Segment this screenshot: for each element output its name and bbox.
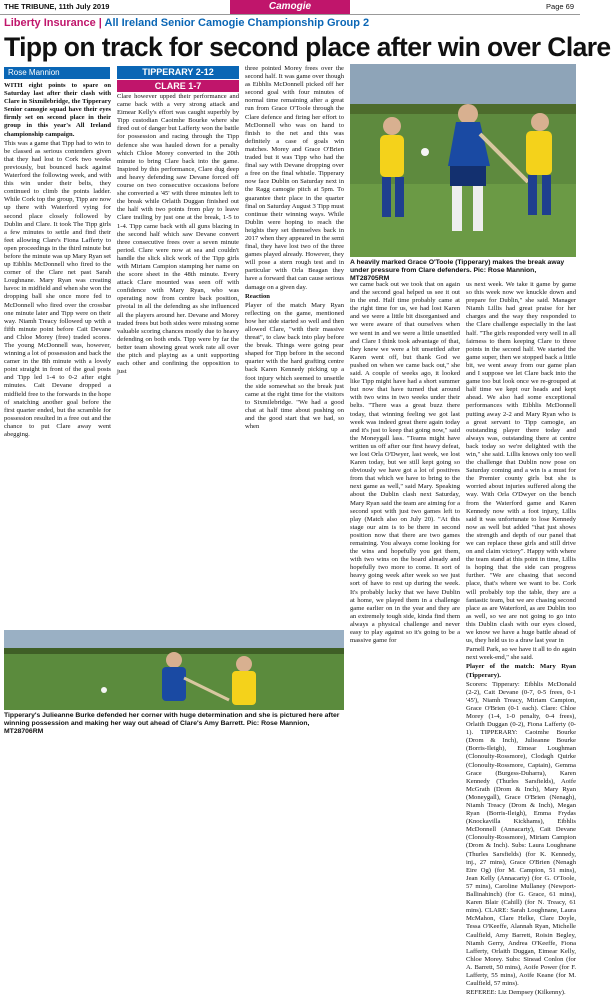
photo-1-caption: A heavily marked Grace O'Toole (Tipperary) makes the break away under pressure from Clare defenders. Pic: Rose Mannion, MT28705RM	[350, 259, 565, 283]
headline: Tipp on track for second place after win over Clare	[4, 32, 611, 62]
section-label: Camogie	[230, 0, 350, 14]
scorers-list: Scorers: Tipperary: Eibhlis McDonald (2-2), Cait Devane (0-7, 0-5 frees, 0-1 '45'), Niamh Treacy, Miriam Campion, Grace O'Brien (0-1 each). Clare: Chloe Morey (1-4, 1-0 penalty, 0-4 frees), Orlaith Duggan (0-2), Fiona Lafferty (0-1). TIPPERARY: Caoimhe Bourke (Drom & Inch), Julieanne Bourke (Borris-Ileigh), Eimear Loughman (Clonoulty-Rossmore), Clodagh Quirke (Clonoulty-Rossmore, Captain), Gemma Grace (Burgess-Duharra), Karen Kennedy (Thurles Sarsfields), Aoife McGrath (Drom & Inch), Mary Ryan (Moneygall), Grace O'Brien (Nenagh), Niamh Treacy (Drom & Inch), Megan Ryan (Borris-Ileigh), Emma Frydas (Knockavilla Kickhams), Eibhlis McDonnell (Annacarty), Cait Devane (Clonoulty-Rossmore), Miriam Campion (Drom & Inch). Subs: Laura Loughnane (Thurles Sarsfields) (for K. Kennedy, inj., 27 mins), Grace O'Brien (Nenagh Eire Og) (for M. Campion, 51 mins), Jean Kelly (Annacarty) (for G. O'Toole, 57 mins), Caroline Mullaney (Newport-Ballinahinch) (for G. Grace, 61 mins), Karen Blair (Cahill) (for N. Treacy, 61 mins). CLARE: Sarah Loughnane, Laura McMahon, Clare Helke, Clare Doyle, Tessa O'Keeffe, Alannah Ryan, Michelle Caulfield, Amy Barrett, Roisin Begley, Niamh Gerry, Andrea O'Keeffe, Fiona Lafferty, Orlaith Duggan, Eimear Kelly, Chloe Morey. Subs: Sinead Conlon (for A. Barrett, 50 mins), Aoife Power (for F. Lafferty, 55 mins), Aoife Keane (for M. Caulfield, 57 mins).	[466, 680, 576, 988]
article-col-1	[4, 82, 111, 626]
match-photo-2-image	[4, 630, 344, 710]
byline: Rose Mannion	[4, 67, 110, 79]
article-col-3	[245, 65, 344, 626]
article-col-4	[350, 281, 460, 645]
kicker	[4, 17, 369, 29]
score-clare: CLARE 1-7	[117, 80, 239, 92]
score-box	[117, 66, 239, 92]
article-text: Parnell Park, so we have it all to do again next week-end," she said.	[466, 646, 576, 662]
article-lead: WITH eight points to spare on Saturday last after their clash with Clare in Sixmilebridge, the Tipperary Senior camogie squad have their eyes firmly set on second place in their group in this year's All Ireland championship campaign.	[4, 82, 111, 138]
competition-label: All Ireland Senior Camogie Championship Group 2	[104, 17, 370, 29]
kicker-separator: |	[98, 17, 102, 29]
article-col-2	[117, 93, 239, 626]
article-text: three pointed Morey frees over the second half. It was game over though as Eibhlis McDonnell picked off her second goal with four minutes of normal time remaining after a great run from Grace O'Toole through the Clare defence and firing her effort to McDonnell who was on hand to finish to the net and this was definitely a case of goals win matches. Morey and Grace O'Brien traded but it was Tipp who had the final say with Devane dropping over a free on the final whistle. Tipperary now face Dublin on Saturday next in the Ragg camogie pitch at 5pm. To guarantee their place in the quarter final on Saturday August 3 Tipp must continue their winning ways. While Dublin were hoping to reach the heights they set themselves back in 2017 when they appeared in the semi final, they have lost two of the three games played already. However, they will pose a stern rough test and in particular with Orla Beagan they have a forward that can cause serious damage on a given day.	[245, 65, 344, 291]
article-text: us next week. We take it game by game so this week now we knuckle down and prepare for Dublin," she said. Manager Niamh Lillis had great praise for her charges and the way they responded to the Clare challenge especially in the last half. "The girls responded very well in all fairness to them keeping Clare to three points in the second half. We started the game super, then we stopped back a little bit, we went away from our game plan and I suppose we let Clare back into the game too but look once we re-grouped at half time we kept our heads and kept ahead. We also had some exceptional performances with Eibhlis McDonnell putting away 2-2 and Mary Ryan who is a great servant to Tipp camogie, an outstanding player there today and always was, outstanding there at centre back today so we're delighted with the win," she said. Lillis knows only too well the challenge that Dublin now pose on Saturday coming and a win is a must for the Premier county girls but she is worried about injuries suffered along the way. With Orla O'Dwyer on the bench from the Waterford game and Karen Kennedy now with a foot injury, Lillis said it was unfortunate to lose Kennedy now as well but added "that just shows the strength and depth of our panel that we can replace these girls and still drive on and claim victory". Happy with where the team stand at this point in time, Lillis is hoping that the side can progress further. "We are chasing that second place, that's where we want to be. Cork will probably top the table, they are a fantastic team, but we are chasing second place as are Waterford, as are Dublin too as well, so we are not going to go into this Dublin clash with our eyes closed, we know we have a huge battle ahead of us, they held us to a draw last year in	[466, 281, 576, 645]
paper-date: THE TRIBUNE, 11th July 2019	[4, 2, 110, 11]
subheading-reaction: Reaction	[245, 292, 270, 300]
match-photo-1	[350, 64, 576, 257]
article-text: This was a game that Tipp had to win to be classed as serious contenders given that they had lost to Cork two weeks previously, but bounced back against Waterford the following week, and with this win under their belts, they continued to climb the points ladder. While Cork top the group, Tipp are now up there with Waterford vying for second place closely followed by Dublin and Clare. It took The Tipp girls a few minutes to settle and find their feet allowing Clare's Fiona Lafferty to open proceedings in the third minute but before the minute was up Mary Ryan set up Eibhlis McDonnell who fired to the corner of the Clare net past Sarah Loughnane. Mary Ryan was creating havoc in midfield and when she won the dropping ball she once more fed to McDonnell who fired over the crossbar one minute later and Tipp were on their way. Niamh Treacy followed up with a fifth minute point before Cait Devane and Chloe Morey (free) traded scores. The young McDonnell was, however, winning a lot of possession and back the camer in the 8th minute with a lovely point straight in front of the goal posts and Tipp led 1-4 to 0-2 after eight minutes. Cait Devane dropped a midfield free to the forwards in the hope of snatching another goal before the first quarter ended, but the scramble for possession resulted in a free out and the chance to put Clare away went abegging.	[4, 139, 111, 439]
page-number: Page 69	[546, 2, 574, 11]
match-photo-2	[4, 630, 344, 710]
article-col-5	[466, 281, 576, 997]
referee: REFEREE: Liz Dempsey (Kilkenny).	[466, 989, 566, 997]
article-text: we came back out we took that on again and the second goal helped us see it out in the end. Half time probably came at the right time for us, we had lost Karen and we were a little bit disorganised and we were aware of that ourselves when we went in and we were a little unsettled and Clare I think took advantage of that, they knew we were a bit unsettled after Karen went off, but thank God we pushed on when we came back out," she said. A couple of weeks ago, it looked like Tipp might have had a short summer but now that have turned that around with two wins in two weeks under their belts. "There was a great buzz there today, that winning feeling we got last week was indeed great there again today and it's just to keep that going now," said the Moneygall lass. "Teams might have written us off after our first heavy defeat, we lost Orla O'Dwyer, last week, we lost Karen today, but we still kept going so obviously we have got a lot of positives from that which we have to bring to the next game as well," said Mary. Speaking about the Dublin clash next Saturday, Mary Ryan said the team are aiming for a second spot with just two games left to play (Match also on July 20). "At this stage our aim is to be there in second position now that there are two games remaining. You always come looking for the wins and hopefully you get them, with two wins on the board already and hopefully two more to come. It sort of heavy going week after week so we just sort of have to rest up during the week. It's probably lucky that we have Dublin at home, we played them in a challenge game earlier on in the year and they are an extremely tough side, kinda find them always a physical challenge and never easy to play against so it's going to be a massive game for	[350, 281, 460, 645]
article-text: Clare however upped their performance and came back with a very strong attack and Eimear Kelly's effort was caught superbly by Tipp custodian Caoimhe Bourke where she fired out of danger but Lafferty won the battle for possession and racing through the Tipp defence she was hauled down for a penalty which Chloe Morey converted in the 20th minute to bring Clare back into the game. Inspired by this performance, Clare dug deep and heavy defending saw Devane forced off course on two consecutive occasions before she converted a '45' with three minutes left to the break while Orlaith Duggan finished out the half with two points from play to leave Clare trailing by just one at the break, 1-5 to 1-4. Tipp came back with all guns blazing in the second half which saw Devane convert three consecutive frees over a seven minute period. Clare were now at sea and couldn't handle the slick slick work of the Tipp girls with Miriam Campion stamping her name on the score sheet in the 48th minute. Every attack Clare mounted was seen off with confidence with Mary Ryan, who was operating now from centre back position, pivotal in all the defending as she influenced all the players around her. Devane and Morey traded frees but both sides were missing some valuable scoring chances mostly due to heavy defending on both ends. Tipp were by far the better team showing great work rate all over the pitch and playing as a unit supporting each other and confining the opposition to just	[117, 93, 239, 376]
photo-2-caption: Tipperary's Julieanne Burke defended her corner with huge determination and she is pictured here after winning possession and making her way out ahead of Clare's Amy Barrett. Pic: Rose Mannion, MT28706RM	[4, 712, 340, 736]
article-text: Player of the match Mary Ryan reflecting on the game, mentioned how her side started so well and then allowed Clare, "with their massive threat", to claw back into play before the break. Things were going pear shaped for Tipp before in the second quarter with the hard grafting centre back Karen Kennedy picking up a foot injury which seemed to unsettle the side somewhat so the break just came at the right time for the visitors to Sixmilebridge. "We had a good chat at half time about pushing on and the good start that we had, so when	[245, 301, 344, 431]
score-tipperary: TIPPERARY 2-12	[117, 66, 239, 79]
player-of-match: Player of the match: Mary Ryan (Tipperary).	[466, 663, 576, 679]
match-photo-1-image	[350, 64, 576, 257]
page-header	[0, 0, 580, 15]
sponsor-label: Liberty Insurance	[4, 17, 96, 29]
